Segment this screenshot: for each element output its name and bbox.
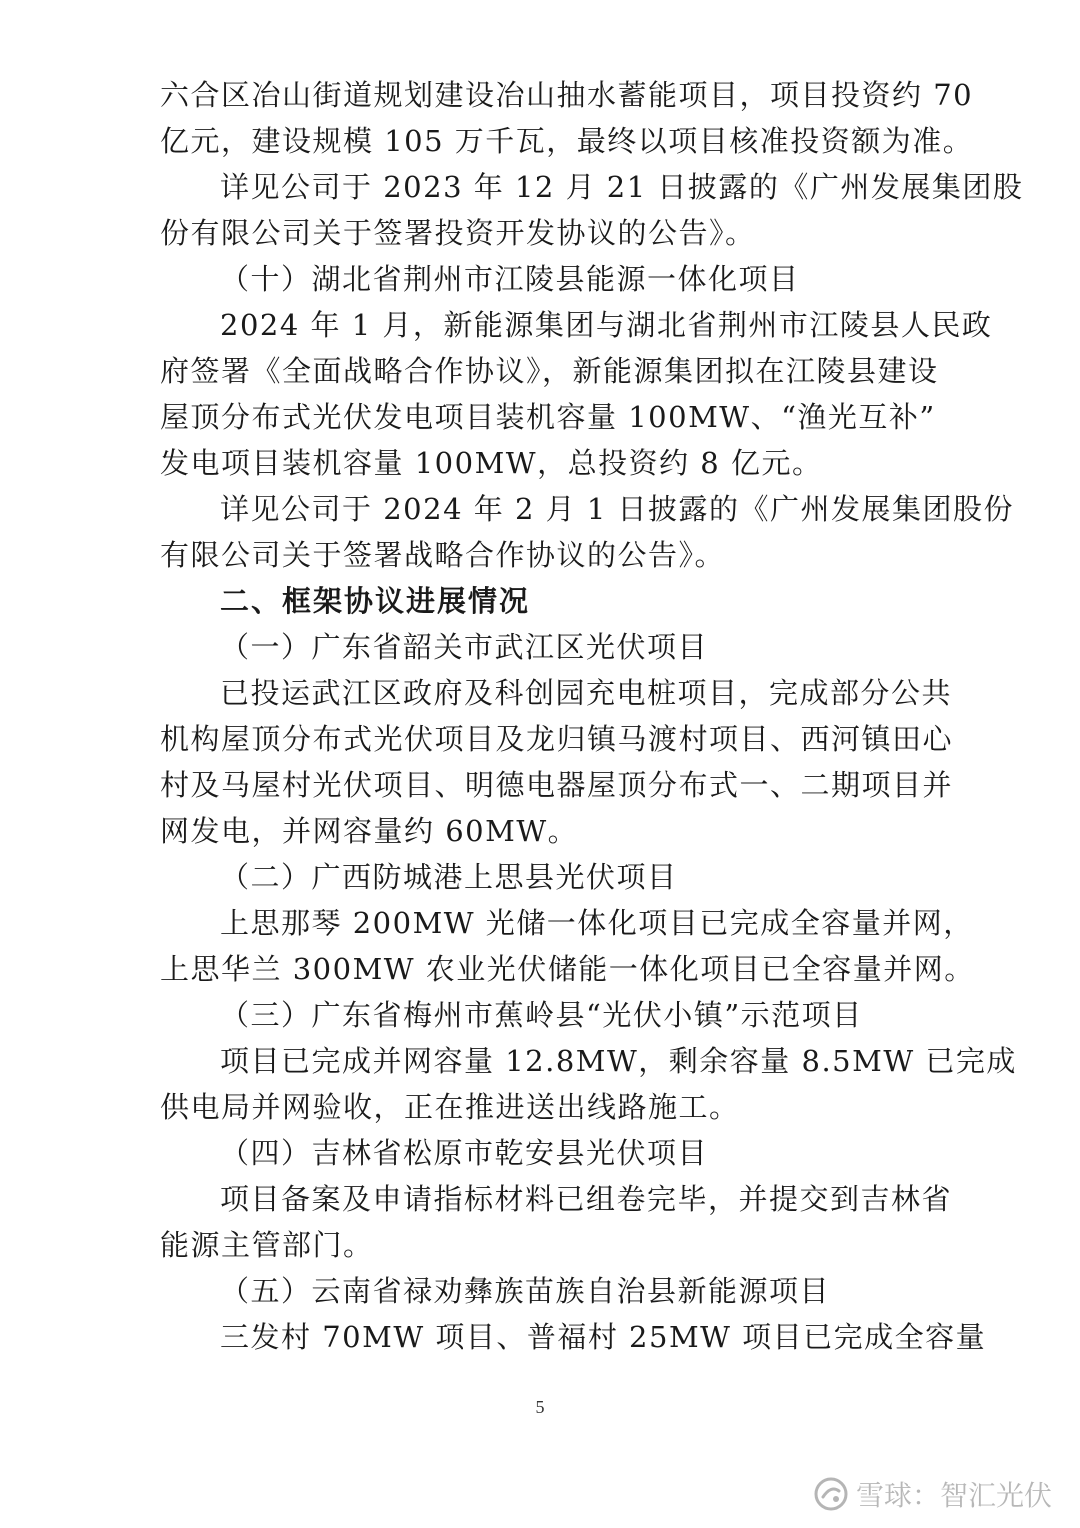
text-line: 已投运武江区政府及科创园充电桩项目，完成部分公共 — [220, 676, 953, 710]
watermark — [814, 1474, 1052, 1514]
text-line: 供电局并网验收，正在推进送出线路施工。 — [160, 1090, 740, 1124]
text-line: 能源主管部门。 — [160, 1228, 374, 1262]
text-line: 详见公司于 2023 年 12 月 21 日披露的《广州发展集团股 — [220, 170, 1024, 204]
text-line: 机构屋顶分布式光伏项目及龙归镇马渡村项目、西河镇田心 — [160, 722, 954, 756]
text-line: 村及马屋村光伏项目、明德电器屋顶分布式一、二期项目并 — [160, 768, 954, 802]
page-number: 5 — [535, 1397, 545, 1417]
document-body — [160, 72, 1024, 1360]
watermark-text: 雪球：智汇光伏 — [855, 1479, 1052, 1512]
snowball-logo-icon — [814, 1477, 848, 1511]
text-line: 项目备案及申请指标材料已组卷完毕，并提交到吉林省 — [220, 1182, 953, 1216]
text-line: 府签署《全面战略合作协议》，新能源集团拟在江陵县建设 — [160, 354, 939, 388]
text-line: 项目已完成并网容量 12.8MW，剩余容量 8.5MW 已完成 — [220, 1044, 1017, 1078]
text-line: 亿元，建设规模 105 万千瓦，最终以项目核准投资额为准。 — [160, 124, 974, 158]
section-subheading: （十）湖北省荆州市江陵县能源一体化项目 — [220, 262, 800, 296]
section-subheading: （二）广西防城港上思县光伏项目 — [220, 860, 678, 894]
text-line: 屋顶分布式光伏发电项目装机容量 100MW、“渔光互补” — [160, 400, 936, 434]
section-heading: 二、框架协议进展情况 — [220, 584, 531, 618]
text-line: 上思那琴 200MW 光储一体化项目已完成全容量并网， — [220, 906, 974, 940]
text-line: 详见公司于 2024 年 2 月 1 日披露的《广州发展集团股份 — [220, 492, 1015, 526]
text-line: 有限公司关于签署战略合作协议的公告》。 — [160, 538, 726, 572]
section-subheading: （一）广东省韶关市武江区光伏项目 — [220, 630, 709, 664]
section-subheading: （三）广东省梅州市蕉岭县“光伏小镇”示范项目 — [220, 998, 863, 1032]
text-line: 六合区冶山街道规划建设冶山抽水蓄能项目，项目投资约 70 — [160, 78, 974, 112]
text-line: 2024 年 1 月，新能源集团与湖北省荆州市江陵县人民政 — [220, 308, 993, 342]
text-line: 份有限公司关于签署投资开发协议的公告》。 — [160, 216, 756, 250]
section-subheading: （四）吉林省松原市乾安县光伏项目 — [220, 1136, 709, 1170]
section-subheading: （五）云南省禄劝彝族苗族自治县新能源项目 — [220, 1274, 831, 1308]
text-line: 上思华兰 300MW 农业光伏储能一体化项目已全容量并网。 — [160, 952, 975, 986]
text-line: 发电项目装机容量 100MW，总投资约 8 亿元。 — [160, 446, 823, 480]
text-line: 三发村 70MW 项目、普福村 25MW 项目已完成全容量 — [220, 1320, 987, 1354]
text-line: 网发电，并网容量约 60MW。 — [160, 814, 579, 848]
